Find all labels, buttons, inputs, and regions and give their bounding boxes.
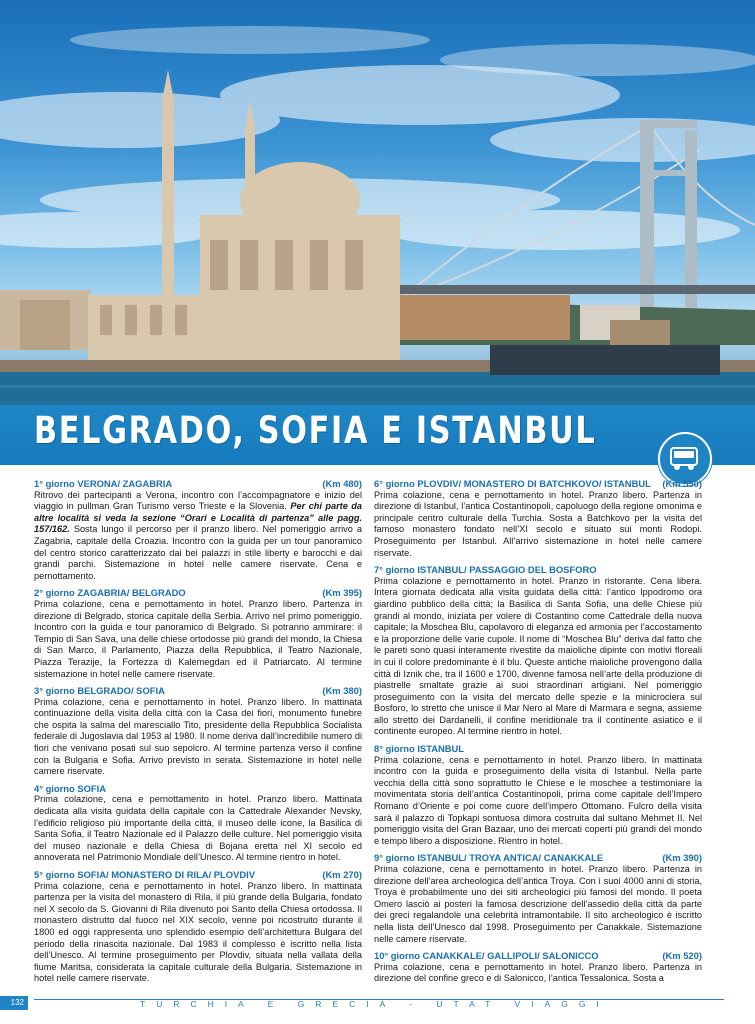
- day-distance: (Km 390): [662, 852, 702, 864]
- description-text: Prima colazione, cena e pernottamento in hotel. Pranzo libero. In mattinata partenza per la visita del monastero di Rila, il più grande della Bulgaria, fondato nel X secolo da S. Giovanni di Rila divenuto poi Santo della Chiesa ortodossa. Il monastero distrutto dal fuoco nel XIX secolo, venne poi ricostruito durante il 1800 ed oggi rappresenta uno splendido esempio dell’architettura Bulgara del periodo della rinascita nazionale. Dal 1983 il complesso è iscritto nella lista dell’Unesco. Al termine proseguimento per Plovdiv, situata nella vallata della fiume Maritsa, considerata la capitale culturale della Bulgaria. Sistemazione in hotel nelle camere riservate.: [34, 880, 362, 984]
- day-label: 9° giorno ISTANBUL/ TROYA ANTICA/ CANAKKALE: [374, 852, 604, 864]
- description-text: Prima colazione, cena e pernottamento in hotel. Pranzo libero. In mattinata incontro con la guida e proseguimento della visita di Istanbul. Nella parte vecchia della città sono soprattutto le Chiese e le moschee a testimoniare la movimentata storia dell’antica Costantinopoli, prima come capitale dell’Impero Romano d’Oriente e poi come cuore dell’impero Ottomano. Fulcro della visita sarà il palazzo di Topkapi sontuosa dimora costruita dal sultano Mehmet II. Nel pomeriggio visita del Gran Bazaar, uno dei mercati coperti più grandi del mondo e tempo libero a disposizione. Rientro in hotel.: [374, 754, 702, 846]
- bus-icon: [669, 446, 699, 472]
- description-text: Prima colazione e pernottamento in hotel. Pranzo in ristorante. Cena libera. Intera giornata dedicata alla visita guidata della città: l’antico Ippodromo ora giardino pubblico della città; la Basilica di Santa Sofia, una delle Chiese più grandi al mondo, iniziata per volere di Costantino come Cattedrale della nuova capitale; la Moschea Blu, capolavoro di eleganza ed armonia per l’accostamento e la proporzione delle varie cupole. Il nome di “Moschea Blu” deriva dal fatto che le pareti sono quasi interamente rivestite da maioliche dipinte con motivi floreali in cui il colore predominante è il blu. Queste antiche maioliche provengono dalla città di Iznik che, tra il 1600 e 1700, divenne famosa nell’arte della produzione di piastrelle smaltate grazie ai suoi straordinari artigiani. Nel pomeriggio proseguimento con la visita del mercato delle spezie e la minicrociera sul Bosforo, lo stretto che unisce il Mar Nero al Mare di Marmara e segna, assieme allo stretto dei Dardanelli, il confine meridionale tra il continente asiatico e il continente europeo. Al termine rientro in hotel.: [374, 575, 702, 737]
- day-label: 6° giorno PLOVDIV/ MONASTERO DI BATCHKOVO/ ISTANBUL: [374, 478, 651, 489]
- description-text: Prima colazione, cena e pernottamento in hotel. Pranzo libero. Mattinata dedicata alla visita guidata della capitale con la Cattedrale Alexander Nevsky, l’edificio religioso più importante della città, il museo delle icone, la Basilica di Santa Sofia, il Teatro Nazionale ed il Palazzo delle culture. Nel pomeriggio visita del museo nazionale e della Chiesa di Bojana eretta nel XI secolo ed annoverata nel Patrimonio Mondiale dell’Unesco. Al termine rientro in hotel.: [34, 794, 362, 863]
- day-description: [374, 576, 702, 738]
- day-distance: (Km 270): [322, 869, 362, 880]
- itinerary-day: [374, 478, 702, 559]
- itinerary-day: [374, 950, 702, 985]
- itinerary-day: [34, 685, 362, 778]
- day-label: 1° giorno VERONA/ ZAGABRIA: [34, 478, 173, 489]
- day-heading: [34, 685, 362, 697]
- day-label: 8° giorno ISTANBUL: [374, 743, 465, 755]
- day-distance: (Km 395): [322, 587, 362, 599]
- day-heading: [374, 564, 702, 576]
- day-label: 5° giorno SOFIA/ MONASTERO DI RILA/ PLOVDIV: [34, 869, 255, 880]
- day-description: [34, 697, 362, 778]
- itinerary-day: [34, 869, 362, 985]
- day-distance: (Km 380): [322, 685, 362, 697]
- day-heading: [34, 869, 362, 881]
- day-description: [34, 490, 362, 583]
- day-distance: (Km 480): [322, 478, 362, 489]
- day-description: [34, 794, 362, 864]
- day-label: 2° giorno ZAGABRIA/ BELGRADO: [34, 587, 186, 599]
- itinerary-column-left: [34, 478, 362, 990]
- departure-note: Per chi parte da altre località si veda la sezione “Orari e Località di partenza” alle pagg. 157/162.: [34, 501, 363, 535]
- description-text: Prima colazione, cena e pernottamento in hotel. Pranzo libero. In mattinata continuazione della visita della città con la Casa dei fiori, monumento funebre che ospita la salma del maresciallo Tito, presidente della Repubblica Socialista federale di Jugoslavia dal 1953 al 1980. Il nome deriva dall’incredibile numero di fiori che venivano posati sul suo sepolcro. Al termine partenza verso il confine con la Bulgaria e Sofia. Arrivo previsto in serata. Sistemazione in hotel nelle camere riservate.: [34, 696, 362, 777]
- day-heading: [374, 950, 702, 962]
- day-description: [34, 881, 362, 985]
- day-description: [34, 599, 362, 680]
- itinerary-day: [374, 743, 702, 847]
- footer-text: TURCHIA E GRECIA - UTAT VIAGGI: [140, 999, 610, 1009]
- day-label: 3° giorno BELGRADO/ SOFIA: [34, 685, 165, 697]
- description-text: Prima colazione, cena e pernottamento in hotel. Pranzo libero. Partenza in direzione di Belgrado, storica capitale della Serbia. Arrivo nel primo pomeriggio. Incontro con la guida e tour panoramico di Belgrado. Si potranno ammirare: il Tempio di San Sava, una delle chiese ortodosse più grandi del mondo, la Chiesa di San Marco, il Parlamento, Piazza della Repubblica, il Teatro Nazionale, Piazza Terazije, la Fortezza di Kalemegdan ed il Patriarcato. Al termine sistemazione in hotel nelle camere riservate.: [34, 598, 362, 679]
- description-text: Prima colazione, cena e pernottamento in hotel. Pranzo libero. Partenza in direzione del confine greco e di Salonicco, l’antica Tessalonica. Sosta a: [374, 961, 702, 984]
- day-distance: (Km 550): [662, 478, 702, 489]
- itinerary-day: [34, 478, 362, 582]
- day-heading: [34, 478, 362, 490]
- day-description: [374, 864, 702, 945]
- day-description: [374, 755, 702, 848]
- hero-photo: [0, 0, 755, 410]
- day-heading: [374, 478, 702, 490]
- day-label: 10° giorno CANAKKALE/ GALLIPOLI/ SALONICCO: [374, 950, 599, 962]
- description-text: Sosta lungo il percorso per il pranzo libero. Nel pomeriggio arrivo a Zagabria, capitale della Croazia. Incontro con la guida per un tour panoramico del centro storico caratterizzato dai bei palazzi in stile liberty e barocchi e dai grandi parchi. Sistemazione in hotel nelle camere riservate. Cena e pernottamento.: [34, 524, 362, 581]
- istanbul-mosque-bridge-illustration: [0, 0, 755, 410]
- day-heading: [374, 743, 702, 755]
- day-description: [374, 490, 702, 560]
- day-label: 4° giorno SOFIA: [34, 782, 106, 794]
- day-heading: [34, 783, 362, 795]
- itinerary-column-right: [374, 478, 702, 990]
- day-heading: [34, 587, 362, 599]
- day-label: 7° giorno ISTANBUL/ PASSAGGIO DEL BOSFORO: [374, 564, 597, 576]
- itinerary-day: [34, 783, 362, 864]
- itinerary-day: [374, 564, 702, 738]
- day-description: [374, 962, 702, 985]
- itinerary-day: [34, 587, 362, 680]
- description-text: Prima colazione, cena e pernottamento in hotel. Pranzo libero. Partenza in direzione di Istanbul, l’antica Costantinopoli, capoluogo della regione omonima e principale centro culturale della Turchia. Sosta a Batchkovo per la visita del famoso monastero fondato nell’XI secolo e situato sui monti Rodopi. Proseguimento per Istanbul. All’arrivo sistemazione in hotel nelle camere riservate.: [374, 489, 702, 558]
- description-text: Prima colazione, cena e pernottamento in hotel. Pranzo libero. Partenza in direzione dell’area archeologica dell’antica Troya. Con i suoi 4000 anni di storia, Troya è probabilmente uno dei siti archeologici più famosi del mondo. Il poeta Omero lasciò ai posteri la famosa descrizione dell’assedio della città da parte dei greci regalandole una celebrità intramontabile. Il sito archeologico è iscritto nella lista dell’Unesco dal 1998. Proseguimento per Canakkale. Sistemazione nelle camere riservate.: [374, 864, 702, 944]
- page-title: BELGRADO, SOFIA E ISTANBUL: [34, 409, 597, 452]
- description-text: Ritrovo dei partecipanti a Verona, incontro con l’accompagnatore e inizio del viaggio in pullman Gran Turismo verso Trieste e la Slovenia.: [34, 489, 362, 512]
- page-number: 132: [0, 996, 28, 1010]
- day-heading: [374, 852, 702, 864]
- itinerary-day: [374, 852, 702, 945]
- day-distance: (Km 520): [662, 950, 702, 962]
